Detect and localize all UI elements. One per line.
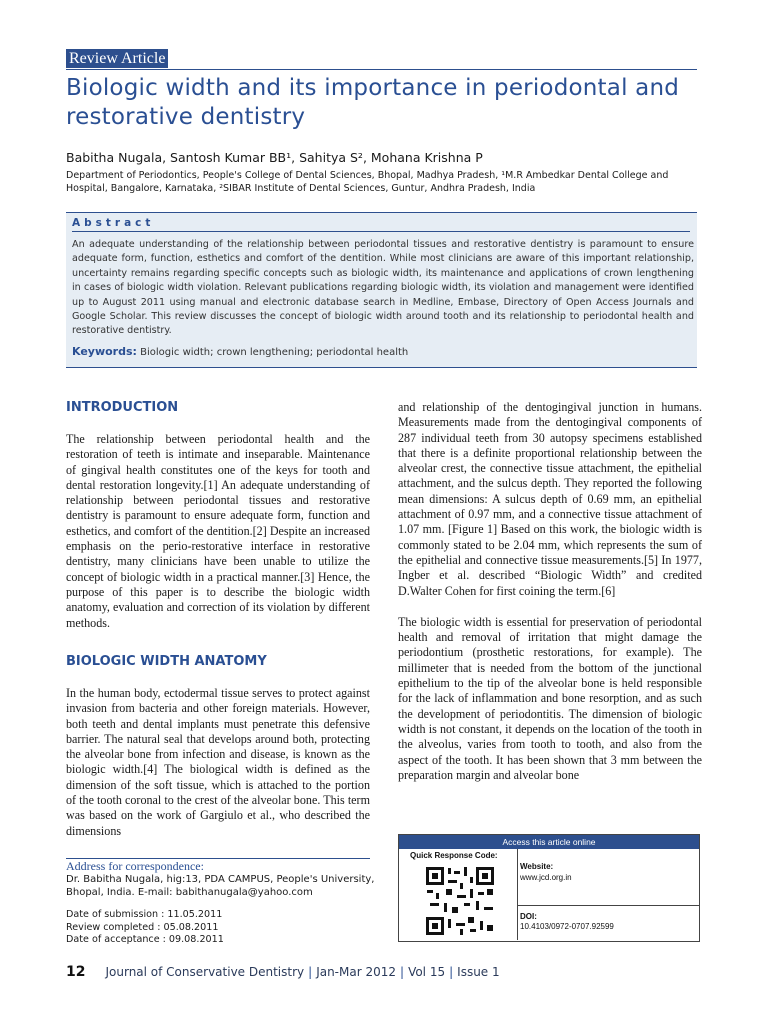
anatomy-heading: BIOLOGIC WIDTH ANATOMY xyxy=(66,654,267,669)
page-footer: 12 Journal of Conservative Dentistry | Jan-Mar 2012 | Vol 15 | Issue 1 xyxy=(66,964,500,980)
doi-label: DOI: xyxy=(520,912,537,921)
date-submission: Date of submission : 11.05.2011 xyxy=(66,909,223,920)
intro-text: The relationship between periodontal health and the restoration of teeth is intimate and inseparable. Maintenance of gingival health constitutes one of the keys for tooth and dental restoration longevity.[1] An adequate understanding of relationship between periodontal tissues and restorative dentistry is paramount to ensure adequate form, function and esthetics, and comfort of the dentition.[2] Despite an increased emphasis on the perio-restorative interface in restorative dentistry, many clinicians have been unable to utilize the concept of biologic width in a practical manner.[3] Hence, the purpose of this paper is to describe the biologic width anatomy, evaluation and correction of its violation by different methods. xyxy=(66,432,370,630)
abstract-heading: Abstract xyxy=(72,217,155,229)
abstract-text: An adequate understanding of the relationship between periodontal tissues and restorative dentistry is paramount to ensure adequate form, function, esthetics and comfort of the dentition. While most clinicians are aware of this important relationship, uncertainty remains regarding specific concepts such as biologic width, its maintenance and applications of crown lengthening in cases of biologic width violation. Relevant publications regarding biologic width, its violation and management were identified up to August 2011 using manual and electronic database search in Medline, Embase, Directory of Open Access Journals and Google Scholar. This review discusses the concept of biologic width around tooth and its relationship to periodontal health and restorative dentistry. xyxy=(72,239,694,337)
col2-paragraph-2: The biologic width is essential for preservation of periodontal health and removal of irritation that might damage the periodontium (prosthetic restorations, for example). The millimeter that is needed from the bottom of the junctional epithelium to the tip of the alveolar bone is held responsible for the lack of inflammation and bone resorption, and as such the development of periodontitis. The dimension of biologic width is not constant, it depends on the location of the tooth in the alveolus, varies from tooth to tooth, and also from the aspect of the tooth. It has been shown that 3 mm between the preparation margin and alveolar bone xyxy=(398,614,702,782)
date-acceptance: Date of acceptance : 09.08.2011 xyxy=(66,934,224,945)
keywords-label: Keywords: xyxy=(72,345,137,358)
article-title: Biologic width and its importance in periodontal and restorative dentistry xyxy=(66,75,680,130)
access-box-hdivider xyxy=(518,905,699,906)
access-box-header: Access this article online xyxy=(399,835,699,849)
column2-body xyxy=(398,400,702,798)
correspondence-line1: Dr. Babitha Nugala, hig:13, PDA CAMPUS, People's University, xyxy=(66,874,375,885)
qr-code-icon xyxy=(424,865,496,937)
col2-paragraph-1: and relationship of the dentogingival junction in humans. Measurements made from the dentogingival components of 287 individual teeth from 30 autopsy specimens established that there is a definite proportional relationship between the alveolar crest, the connective tissue attachment, the epithelial attachment, and the sulcus depth. They reported the following mean dimensions: A sulcus depth of 0.69 mm, an epithelial attachment of 0.97 mm, and a connective tissue attachment of 1.07 mm. [Figure 1] Based on this work, the biologic width is commonly stated to be 2.04 mm, which represents the sum of the epithelial and connective tissue measurements.[5] In 1977, Ingber et al. described “Biologic Width” and credited D.Walter Cohen for first coining the term.[6] xyxy=(398,400,702,598)
issue: Issue 1 xyxy=(457,965,500,979)
abstract-rule xyxy=(72,231,690,232)
dates xyxy=(66,909,224,947)
correspondence-line2: Bhopal, India. E-mail: babithanugala@yahoo.com xyxy=(66,887,313,898)
intro-paragraph xyxy=(66,432,370,646)
website-link[interactable]: www.jcd.org.in xyxy=(520,873,572,882)
qr-label: Quick Response Code: xyxy=(410,851,498,860)
volume: Vol 15 xyxy=(408,965,446,979)
doi-value: 10.4103/0972-0707.92599 xyxy=(520,922,614,931)
keywords-text: Biologic width; crown lengthening; periodontal health xyxy=(140,347,409,358)
journal-name: Journal of Conservative Dentistry xyxy=(105,965,305,979)
header-rule xyxy=(66,69,697,70)
correspondence xyxy=(66,860,374,899)
page-number: 12 xyxy=(66,964,86,980)
date-review: Review completed : 05.08.2011 xyxy=(66,921,219,933)
intro-heading: INTRODUCTION xyxy=(66,400,179,415)
issue-date: Jan-Mar 2012 xyxy=(316,965,397,979)
access-box-divider xyxy=(517,849,518,940)
correspondence-heading: Address for correspondence: xyxy=(66,859,204,873)
keywords xyxy=(72,345,408,358)
authors: Babitha Nugala, Santosh Kumar BB¹, Sahitya S², Mohana Krishna P xyxy=(66,150,483,165)
article-type-tag: Review Article xyxy=(66,49,168,68)
website-label: Website: xyxy=(520,862,554,871)
affiliation: Department of Periodontics, People's College of Dental Sciences, Bhopal, Madhya Pradesh, ¹M.R Ambedkar Dental College and Hospital, Bangalore, Karnataka, ²SIBAR Institute of Dental Sciences, Guntur, Andhra Pradesh, India xyxy=(66,170,669,194)
anatomy-text: In the human body, ectodermal tissue serves to protect against invasion from bacteria and other foreign materials. However, both teeth and dental implants must penetrate this defensive barrier. The natural seal that develops around both, protecting the alveolar bone from infection and disease, is known as the biologic width.[4] The biological width is defined as the dimension of the soft tissue, which is attached to the portion of the tooth coronal to the crest of the alveolar bone. This term was based on the work of Gargiulo et al., who described the dimensions xyxy=(66,686,370,838)
anatomy-paragraph xyxy=(66,686,370,854)
